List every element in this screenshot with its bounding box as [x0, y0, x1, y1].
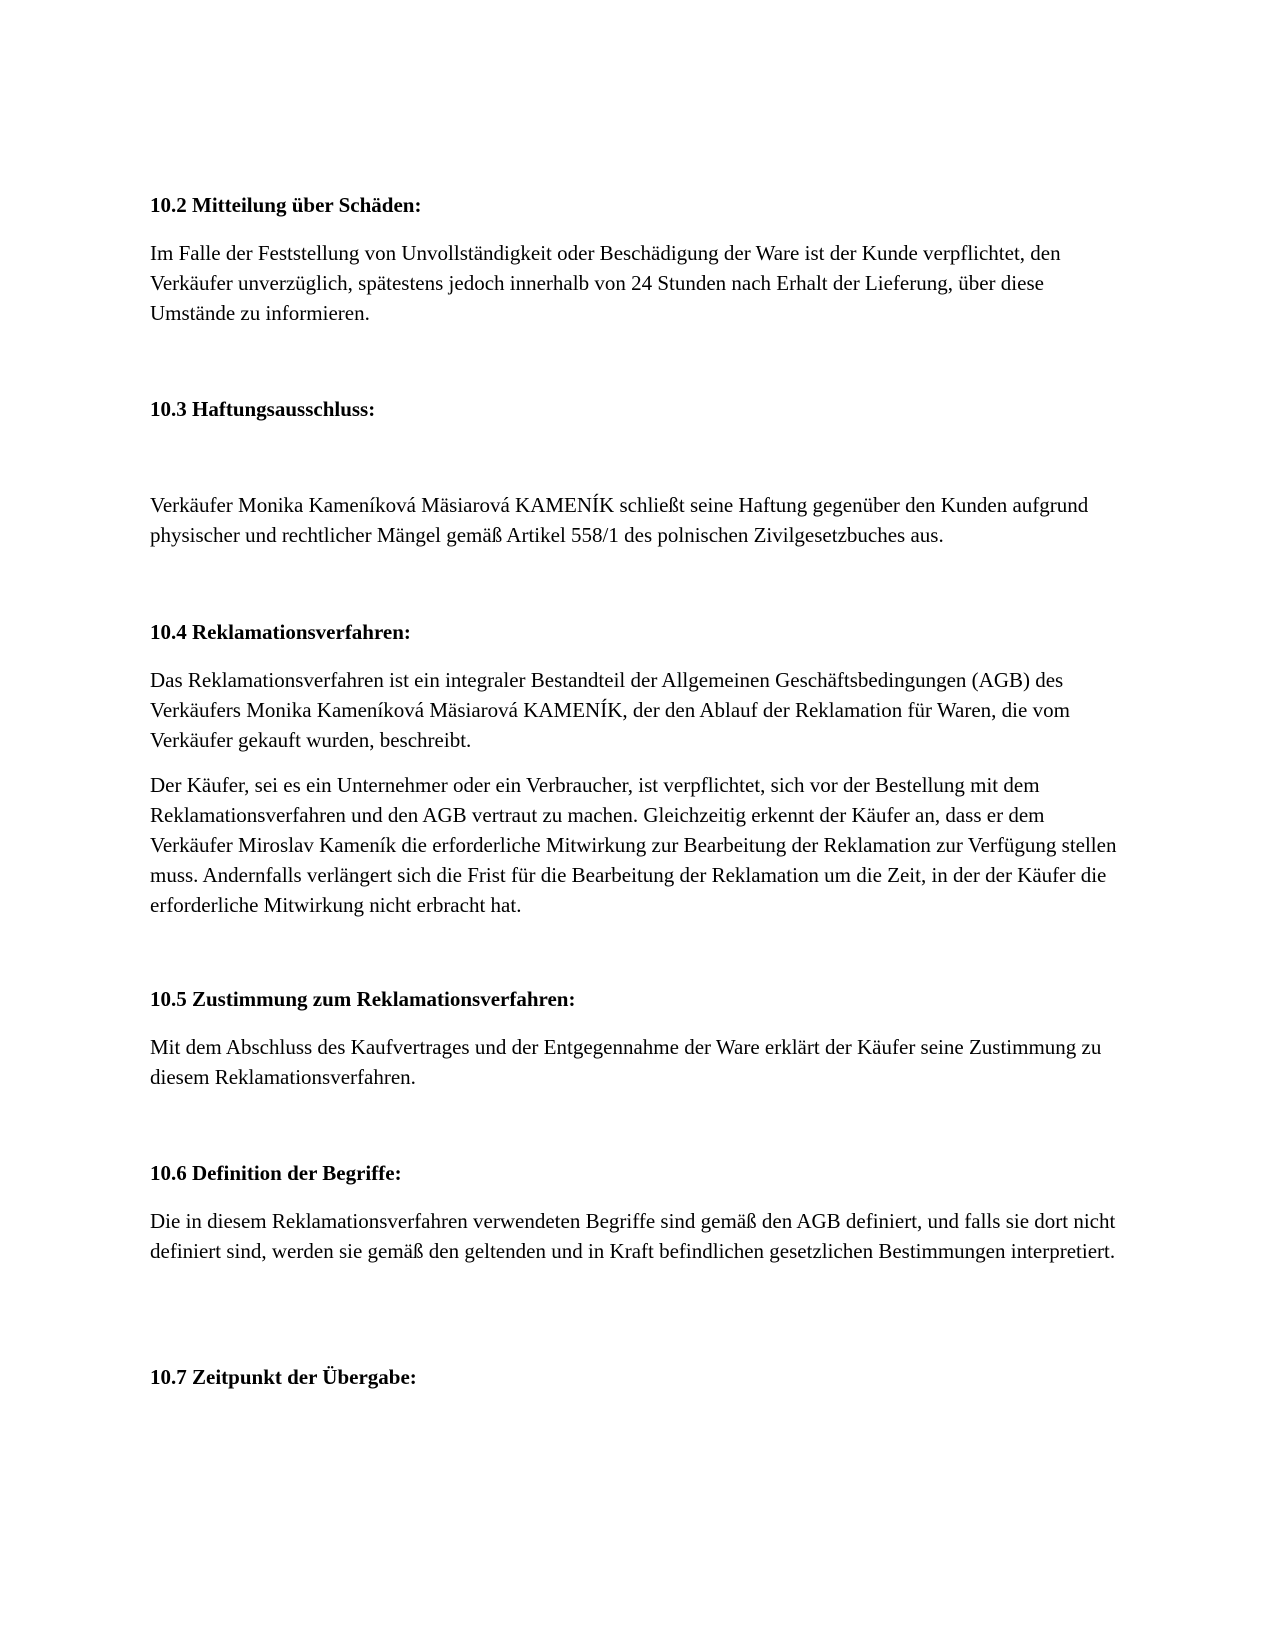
section-paragraph-10-3: Verkäufer Monika Kameníková Mäsiarová KAMENÍK schließt seine Haftung gegenüber den Kunden aufgrund physischer und rechtlicher Mängel gemäß Artikel 558/1 des polnischen Zivilgesetzbuches aus.	[150, 493, 1089, 547]
section-paragraph-10-5: Mit dem Abschluss des Kaufvertrages und der Entgegennahme der Ware erklärt der Käufer seine Zustimmung zu diesem Reklamationsverfahren.	[150, 1035, 1102, 1089]
section-heading-10-7: 10.7 Zeitpunkt der Übergabe:	[150, 1365, 417, 1389]
section-paragraph-10-4-b: Der Käufer, sei es ein Unternehmer oder ein Verbraucher, ist verpflichtet, sich vor der Bestellung mit dem Reklamationsverfahren und den AGB vertraut zu machen. Gleichzeitig erkennt der Käufer an, dass er dem Verkäufer Miroslav Kameník die erforderliche Mitwirkung zur Bearbeitung der Reklamation zur Verfügung stellen muss. Andernfalls verlängert sich die Frist für die Bearbeitung der Reklamation um die Zeit, in der der Käufer die erforderliche Mitwirkung nicht erbracht hat.	[150, 773, 1117, 917]
section-paragraph-10-6: Die in diesem Reklamationsverfahren verwendeten Begriffe sind gemäß den AGB definiert, und falls sie dort nicht definiert sind, werden sie gemäß den geltenden und in Kraft befindlichen gesetzlichen Bestimmungen interpretiert.	[150, 1209, 1116, 1263]
section-heading-10-4: 10.4 Reklamationsverfahren:	[150, 620, 411, 644]
section-heading-10-2: 10.2 Mitteilung über Schäden:	[150, 193, 422, 217]
section-paragraph-10-2: Im Falle der Feststellung von Unvollständigkeit oder Beschädigung der Ware ist der Kunde verpflichtet, den Verkäufer unverzüglich, spätestens jedoch innerhalb von 24 Stunden nach Erhalt der Lieferung, über diese Umstände zu informieren.	[150, 241, 1061, 325]
section-heading-10-5: 10.5 Zustimmung zum Reklamationsverfahren:	[150, 987, 576, 1011]
section-heading-10-6: 10.6 Definition der Begriffe:	[150, 1161, 402, 1185]
section-paragraph-10-4-a: Das Reklamationsverfahren ist ein integraler Bestandteil der Allgemeinen Geschäftsbedingungen (AGB) des Verkäufers Monika Kameníková Mäsiarová KAMENÍK, der den Ablauf der Reklamation für Waren, die vom Verkäufer gekauft wurden, beschreibt.	[150, 668, 1070, 752]
section-heading-10-3: 10.3 Haftungsausschluss:	[150, 397, 376, 421]
